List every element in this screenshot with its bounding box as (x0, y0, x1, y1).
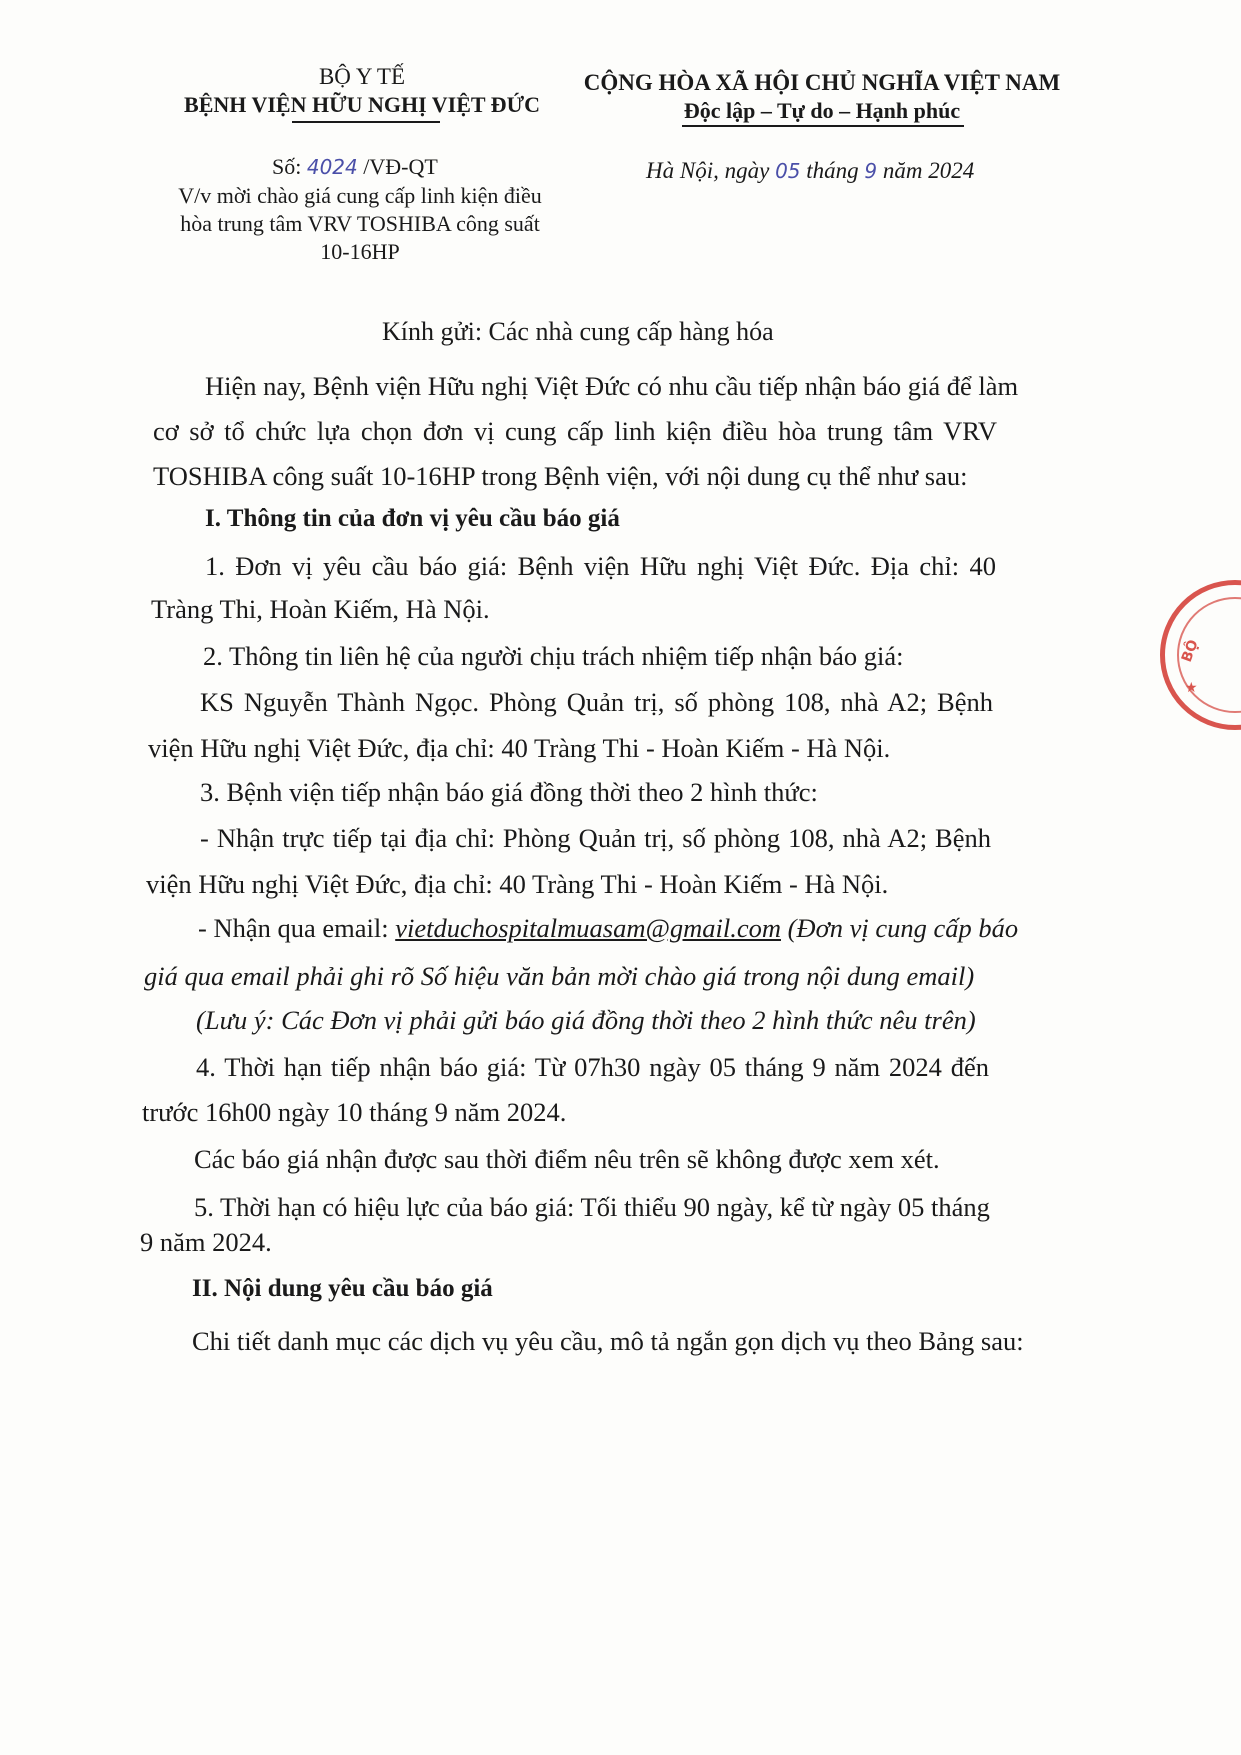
item-1-line-1: 1. Đơn vị yêu cầu báo giá: Bệnh viện Hữu nghị Việt Đức. Địa chỉ: 40 (205, 551, 996, 581)
hospital-name: BỆNH VIỆN HỮU NGHỊ VIỆT ĐỨC (184, 92, 540, 117)
hospital-underline (292, 121, 440, 123)
item-2-line-3: viện Hữu nghị Việt Đức, địa chỉ: 40 Tràng Thi - Hoàn Kiếm - Hà Nội. (148, 733, 891, 763)
date-month-handwritten: 9 (864, 159, 878, 183)
item-3a-line-1: - Nhận trực tiếp tại địa chỉ: Phòng Quản trị, số phòng 108, nhà A2; Bệnh (200, 823, 991, 853)
stamp-star-icon: ★ (1185, 681, 1198, 696)
date-part3: năm 2024 (882, 158, 975, 183)
date-day-handwritten: 05 (775, 159, 801, 183)
motto-underline (682, 125, 964, 127)
intro-line-3: TOSHIBA công suất 10-16HP trong Bệnh viện, với nội dung cụ thể như sau: (153, 461, 968, 491)
ref-suffix: /VĐ-QT (363, 154, 438, 179)
item-3-line-1: 3. Bệnh viện tiếp nhận báo giá đồng thời theo 2 hình thức: (200, 777, 818, 807)
reference-number (272, 154, 438, 180)
intro-line-2: cơ sở tổ chức lựa chọn đơn vị cung cấp linh kiện điều hòa trung tâm VRV (153, 416, 997, 446)
date-part2: tháng (806, 158, 859, 183)
subject-line-3: 10-16HP (320, 239, 400, 264)
section-2-line-1: Chi tiết danh mục các dịch vụ yêu cầu, mô tả ngắn gọn dịch vụ theo Bảng sau: (192, 1326, 1024, 1356)
motto: Độc lập – Tự do – Hạnh phúc (683, 98, 961, 123)
ref-number-handwritten: 4024 (306, 155, 358, 179)
item-4-line-2: trước 16h00 ngày 10 tháng 9 năm 2024. (142, 1097, 567, 1127)
item-3b-note-1: (Đơn vị cung cấp báo (787, 913, 1019, 943)
republic-title: CỘNG HÒA XÃ HỘI CHỦ NGHĨA VIỆT NAM (583, 70, 1061, 95)
ref-prefix: Số: (272, 154, 302, 179)
official-stamp (1160, 580, 1241, 730)
ministry: BỘ Y TẾ (318, 64, 406, 89)
item-5-line-1: 5. Thời hạn có hiệu lực của báo giá: Tối thiểu 90 ngày, kể từ ngày 05 tháng (194, 1192, 990, 1222)
subject-line-2: hòa trung tâm VRV TOSHIBA công suất (180, 211, 540, 236)
item-3a-line-2: viện Hữu nghị Việt Đức, địa chỉ: 40 Tràng Thi - Hoàn Kiếm - Hà Nội. (146, 869, 889, 899)
item-3b-prefix: - Nhận qua email: (198, 913, 389, 943)
document-date (646, 158, 974, 184)
item-3-note: (Lưu ý: Các Đơn vị phải gửi báo giá đồng thời theo 2 hình thức nêu trên) (196, 1005, 976, 1035)
date-part1: Hà Nội, ngày (646, 158, 770, 183)
item-5-line-2: 9 năm 2024. (140, 1227, 272, 1257)
section-2-heading: II. Nội dung yêu cầu báo giá (192, 1275, 493, 1302)
intro-line-1: Hiện nay, Bệnh viện Hữu nghị Việt Đức có nhu cầu tiếp nhận báo giá để làm (205, 371, 1019, 401)
item-2-line-1: 2. Thông tin liên hệ của người chịu trách nhiệm tiếp nhận báo giá: (203, 641, 904, 671)
item-4-line-1: 4. Thời hạn tiếp nhận báo giá: Từ 07h30 ngày 05 tháng 9 năm 2024 đến (196, 1052, 989, 1082)
item-1-line-2: Tràng Thi, Hoàn Kiếm, Hà Nội. (151, 594, 490, 624)
item-3b-line-2: giá qua email phải ghi rõ Số hiệu văn bản mời chào giá trong nội dung email) (144, 961, 975, 991)
subject-line-1: V/v mời chào giá cung cấp linh kiện điều (178, 183, 542, 208)
section-1-heading: I. Thông tin của đơn vị yêu cầu báo giá (205, 505, 620, 532)
stamp-text: BỘ (1178, 637, 1202, 665)
item-2-line-2: KS Nguyễn Thành Ngọc. Phòng Quản trị, số phòng 108, nhà A2; Bệnh (200, 687, 993, 717)
email-link[interactable]: vietduchospitalmuasam@gmail.com (395, 913, 781, 943)
item-4-line-3: Các báo giá nhận được sau thời điểm nêu trên sẽ không được xem xét. (194, 1144, 940, 1174)
item-3b-line-1 (198, 915, 1018, 942)
salutation: Kính gửi: Các nhà cung cấp hàng hóa (382, 317, 774, 346)
